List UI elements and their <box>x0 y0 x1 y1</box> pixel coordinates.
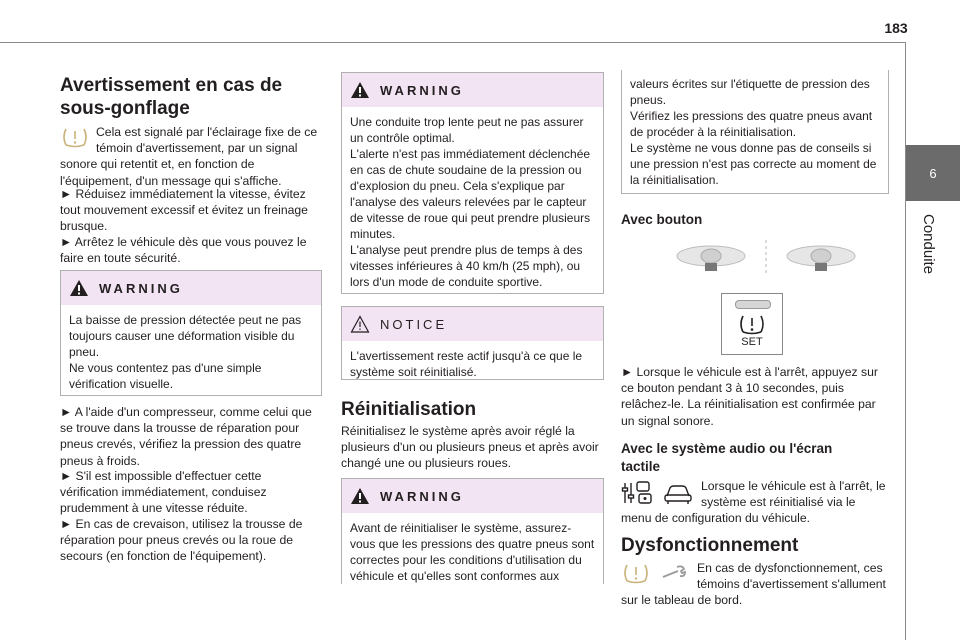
warning-box-2 <box>341 72 604 294</box>
chapter-number: 6 <box>929 165 937 181</box>
steering-wheel-icon <box>787 246 855 271</box>
step-stop-vehicle: ► Arrêtez le véhicule dès que vous pouvez le faire en toute sécurité. <box>60 235 307 266</box>
header-rule <box>0 42 906 43</box>
warning-triangle-icon <box>350 81 370 99</box>
intro-text: Cela est signalé par l'éclairage fixe de ce témoin d'avertissement, par un signal sonore qui retentit et, en fonction de l'équipement, d'un message qui s'affiche. <box>60 125 318 188</box>
tpms-reset-button-icon[interactable] <box>721 293 783 355</box>
warning-label: WARNING <box>380 488 464 504</box>
warning-box-header <box>342 479 603 513</box>
step-puncture-repair: ► En cas de crevaison, utilisez la trousse de réparation pour pneus crevés ou la roue de secours (en fonction de l'équipement). <box>60 517 303 564</box>
warning-text: Vérifiez les pressions des quatre pneus avant de procéder à la réinitialisation. <box>630 109 873 139</box>
subsection-title-button: Avec bouton <box>621 212 703 227</box>
warning-box-3 <box>341 478 604 584</box>
warning-triangle-icon <box>69 279 89 297</box>
step-reduce-speed: ► Réduisez immédiatement la vitesse, évitez tout mouvement excessif et évitez un freinage brusque. <box>60 187 308 234</box>
tyre-pressure-warning-icon <box>738 313 766 335</box>
warning-box-1 <box>60 270 322 396</box>
warning-text: Ne vous contentez pas d'une simple vérification visuelle. <box>69 361 262 391</box>
warning-text: L'alerte n'est pas immédiatement déclenchée en cas de chute soudaine de la pression ou d'explosion du pneu. Cela s'explique par l'analyse des valeurs relevées par le capteur de vitesse de roue qui peut prendre plusieurs minutes. <box>350 147 591 241</box>
steering-wheel-icon <box>677 246 745 271</box>
warning-text: Avant de réinitialiser le système, assurez-vous que les pressions des quatre pneus sont correctes pour les conditions d'utilisation du véhicule et qu'elles sont conformes aux <box>350 521 595 583</box>
chapter-tab[interactable] <box>906 145 960 201</box>
subsection-title-audio: Avec le système audio ou l'écran tactile <box>621 441 833 474</box>
tyre-pressure-warning-icon <box>621 562 651 584</box>
step-drive-carefully: ► S'il est impossible d'effectuer cette vérification immédiatement, conduisez prudemment à une vitesse réduite. <box>60 469 267 516</box>
section-title-underinflation: Avertissement en cas de sous-gonflage <box>60 75 283 119</box>
malfunction-block <box>621 560 889 609</box>
section-title-malfunction: Dysfonctionnement <box>621 535 799 556</box>
chapter-title: Conduite <box>920 214 937 275</box>
settings-menu-icon <box>621 480 657 506</box>
warning-text: La baisse de pression détectée peut ne pas toujours causer une déformation visible du pneu. <box>69 313 302 359</box>
wrench-icon <box>659 562 687 584</box>
intro-block <box>60 124 322 189</box>
side-rule <box>905 42 906 640</box>
warning-text: L'analyse peut prendre plus de temps à des vitesses inférieures à 40 km/h (25 mph), ou lors d'un mode de conduite sportive. <box>350 243 583 289</box>
warning-text: Le système ne vous donne pas de conseils si une pression n'est pas correcte au moment de la réinitialisation. <box>630 141 877 187</box>
warning-text: Une conduite trop lente peut ne pas assurer un contrôle optimal. <box>350 115 584 145</box>
tyre-pressure-warning-icon <box>60 126 90 148</box>
page-number: 183 <box>884 20 908 36</box>
button-reset-text: ► Lorsque le véhicule est à l'arrêt, appuyez sur ce bouton pendant 3 à 10 secondes, puis relâchez-le. La réinitialisation est confirmée par un signal sonore. <box>621 365 878 428</box>
warning-triangle-icon <box>350 487 370 505</box>
warning-box-header <box>61 271 321 305</box>
car-icon <box>663 480 693 506</box>
reset-text: Réinitialisez le système après avoir réglé la plusieurs d'un ou plusieurs pneus et après avoir changé une ou plusieurs roues. <box>341 424 599 471</box>
warning-label: WARNING <box>380 82 464 98</box>
audio-block <box>621 478 889 527</box>
steering-wheel-illustration <box>671 236 861 280</box>
set-label: SET <box>741 336 763 348</box>
audio-reset-text: Lorsque le véhicule est à l'arrêt, le système est réinitialisé via le menu de configuration du véhicule. <box>621 479 886 526</box>
notice-triangle-icon <box>350 315 370 333</box>
notice-label: NOTICE <box>380 316 448 332</box>
warning-label: WARNING <box>99 280 183 296</box>
warning-box-continued <box>621 70 889 194</box>
step-check-pressure: ► A l'aide d'un compresseur, comme celui que se trouve dans la trousse de réparation pour pneus crevés, vérifiez la pression des quatre pneus à froids. <box>60 405 312 468</box>
notice-text: L'avertissement reste actif jusqu'à ce que le système soit réinitialisé. <box>350 349 583 379</box>
warning-text: valeurs écrites sur l'étiquette de pression des pneus. <box>630 77 870 107</box>
warning-box-header <box>342 73 603 107</box>
notice-box <box>341 306 604 380</box>
section-title-reset: Réinitialisation <box>341 399 477 420</box>
notice-box-header <box>342 307 603 341</box>
malfunction-text: En cas de dysfonctionnement, ces témoins d'avertissement s'allument sur le tableau de bord. <box>621 561 886 608</box>
